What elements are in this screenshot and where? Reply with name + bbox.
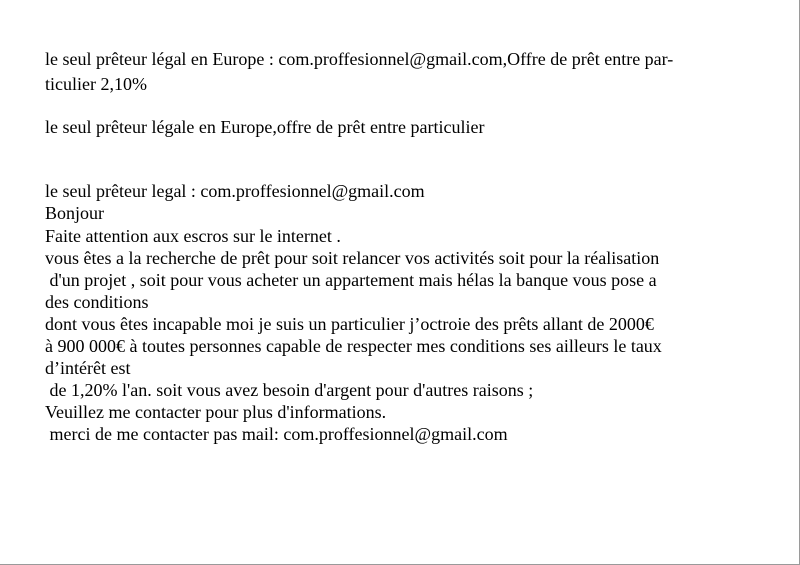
body-line-9: d’intérêt est [45,358,131,378]
body-line-2: Bonjour [45,203,105,223]
body-line-7: dont vous êtes incapable moi je suis un particulier j’octroie des prêts allant de 2000€ [45,314,654,334]
body-line-10: de 1,20% l'an. soit vous avez besoin d'argent pour d'autres raisons ; [45,380,534,400]
body-line-5: d'un projet , soit pour vous acheter un appartement mais hélas la banque vous pose a [45,270,657,290]
body-line-1: le seul prêteur legal : com.proffesionnel@gmail.com [45,181,425,201]
body-line-8: à 900 000€ à toutes personnes capable de respecter mes conditions ses ailleurs le taux [45,336,662,356]
heading-line-2: ticulier 2,10% [45,74,147,94]
body-line-11: Veuillez me contacter pour plus d'informations. [45,402,387,422]
subheading-line: le seul prêteur légale en Europe,offre de prêt entre particulier [45,117,485,137]
body-line-12: merci de me contacter pas mail: com.proffesionnel@gmail.com [45,424,508,444]
body-line-4: vous êtes a la recherche de prêt pour soit relancer vos activités soit pour la réalisation [45,248,660,268]
body-line-3: Faite attention aux escros sur le internet . [45,226,341,246]
heading-line-1: le seul prêteur légal en Europe : com.proffesionnel@gmail.com,Offre de prêt entre par- [45,49,674,69]
body-line-6: des conditions [45,292,149,312]
